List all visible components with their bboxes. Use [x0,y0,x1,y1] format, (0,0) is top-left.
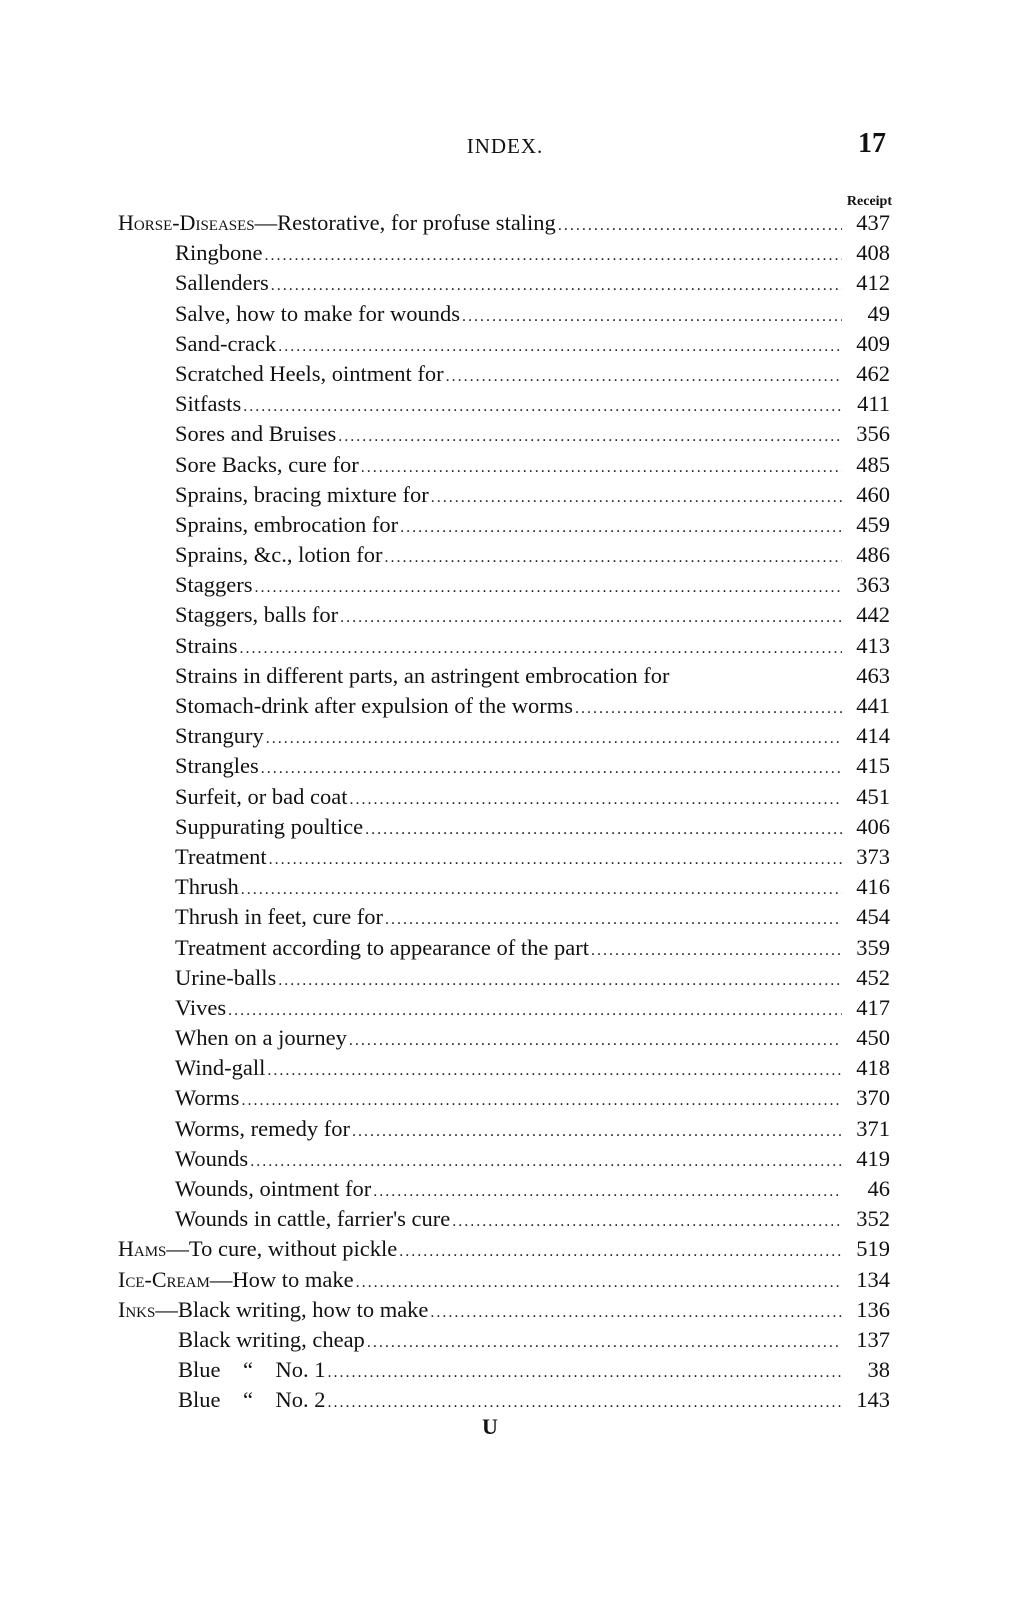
dot-leader [228,1002,842,1020]
receipt-number: 356 [856,421,890,447]
entry-label: Sallenders [175,270,269,296]
receipt-number: 463 [856,662,890,688]
receipt-number: 419 [856,1145,890,1171]
index-entry [118,1146,890,1176]
receipt-number: 46 [867,1176,890,1201]
dot-leader [399,1243,842,1261]
dot-leader [278,338,842,356]
entry-text [175,965,276,991]
index-entry [118,663,890,693]
dot-leader [255,579,843,597]
entry-label: Vives [175,994,227,1020]
dot-leader [373,1183,842,1201]
entry-text [175,904,383,930]
entry-label: Sores and Bruises [175,421,337,447]
entry-label: —Black writing, how to make [155,1296,429,1322]
index-entry [118,874,890,904]
dot-leader [349,1032,842,1050]
entry-label: —Restorative, for profuse staling [254,210,556,235]
index-entry [118,1116,890,1146]
entry-text [175,391,241,417]
receipt-number: 485 [856,451,890,477]
index-entry [118,723,890,753]
entry-label: Sitfasts [175,391,242,417]
entry-label: Strains in different parts, an astringent embrocation for [175,662,670,688]
index-heading-entry [118,210,890,240]
entry-label: Urine-balls [175,964,277,990]
entry-label: Scratched Heels, ointment for [175,360,444,386]
entry-heading: Inks [118,1296,156,1322]
dot-leader [452,1213,842,1231]
dot-leader [446,368,842,386]
entry-label: Treatment according to appearance of the part [175,934,589,960]
entry-label: Wind-gall [175,1055,266,1081]
receipt-number: 442 [856,602,890,628]
index-entry [118,452,890,482]
entry-label: Sprains, &c., lotion for [175,542,383,568]
entry-label: Stomach-drink after expulsion of the worms [175,693,574,718]
dot-leader [243,398,842,416]
receipt-number: 352 [856,1206,890,1232]
entry-text [175,814,363,840]
entry-label: Worms, remedy for [175,1115,351,1141]
running-head [120,128,890,168]
entry-text [175,1085,239,1111]
entry-label: Ringbone [175,240,263,266]
entry-text [175,482,429,508]
entry-label: When on a journey [175,1025,347,1051]
index-entry [118,1085,890,1115]
dot-leader [462,308,842,326]
index-list [118,210,890,1418]
receipt-number: 136 [856,1296,890,1322]
receipt-column-label: Receipt [846,194,892,209]
entry-label: Blue “ No. 1 [178,1357,326,1383]
dot-leader [400,519,842,537]
receipt-number: 462 [856,360,890,386]
dot-leader [271,277,842,295]
entry-heading: Ice-Cream [118,1266,210,1292]
receipt-number: 414 [856,723,890,749]
entry-label: Sand-crack [175,330,277,356]
entry-text [118,1297,428,1323]
entry-text [175,844,267,870]
receipt-number: 416 [856,874,890,900]
entry-text [175,1025,347,1051]
entry-text [175,1055,265,1081]
index-entry [118,482,890,512]
receipt-number: 418 [856,1055,890,1081]
index-entry [118,1055,890,1085]
receipt-number: 486 [856,542,890,568]
entry-text [175,784,347,810]
entry-label: Wounds, ointment for [175,1176,372,1201]
entry-text [175,693,573,719]
page-number: 17 [858,128,886,159]
entry-label: Strangury [175,723,264,749]
entry-text [175,421,336,447]
index-entry [118,331,890,361]
index-entry [118,512,890,542]
receipt-number: 363 [856,572,890,598]
index-entry [118,904,890,934]
entry-heading: Hams [118,1236,167,1262]
dot-leader [327,1394,842,1412]
index-entry [118,421,890,451]
index-entry [118,301,890,331]
dot-leader [241,1092,842,1110]
receipt-number: 49 [867,300,890,326]
entry-label: Black writing, cheap [178,1326,365,1352]
entry-label: Sprains, bracing mixture for [175,481,429,507]
entry-text [175,542,382,568]
index-entry [118,633,890,663]
entry-heading: Horse-Diseases [118,210,255,235]
index-entry [118,361,890,391]
receipt-number: 408 [856,240,890,266]
entry-text [175,723,264,749]
entry-label: Wounds in cattle, farrier's cure [175,1206,451,1232]
receipt-number: 371 [856,1115,890,1141]
running-title: INDEX. [466,134,544,158]
entry-label: Staggers [175,572,253,598]
entry-text [175,663,669,689]
entry-text [175,1116,350,1142]
index-entry [118,784,890,814]
receipt-number: 406 [856,813,890,839]
entry-label: Thrush in feet, cure for [175,904,384,930]
index-heading-entry [118,1236,890,1266]
entry-label: Staggers, balls for [175,602,339,628]
entry-label: —How to make [209,1266,354,1292]
entry-text [175,753,259,779]
index-entry [118,1357,890,1387]
index-entry [118,1206,890,1236]
entry-label: Blue “ No. 2 [178,1387,326,1413]
entry-label: —To cure, without pickle [166,1236,398,1262]
receipt-number: 417 [856,994,890,1020]
dot-leader [558,217,842,235]
entry-text [175,240,263,266]
index-entry [118,965,890,995]
entry-label: Strangles [175,753,259,779]
entry-text [175,331,276,357]
receipt-number: 451 [856,783,890,809]
receipt-number: 460 [856,481,890,507]
dot-leader [240,640,842,658]
index-entry [118,753,890,783]
receipt-number: 38 [867,1357,890,1383]
dot-leader [431,489,842,507]
index-entry [118,572,890,602]
receipt-number: 134 [856,1266,890,1292]
receipt-number: 409 [856,330,890,356]
dot-leader [384,549,842,567]
index-entry [118,602,890,632]
dot-leader [261,760,842,778]
dot-leader [266,730,842,748]
dot-leader [367,1334,842,1352]
receipt-number: 454 [856,904,890,930]
receipt-number: 412 [856,270,890,296]
dot-leader [338,428,842,446]
index-entry [118,814,890,844]
dot-leader [241,881,842,899]
dot-leader [575,700,842,718]
dot-leader [430,1304,842,1322]
dot-leader [365,821,842,839]
dot-leader [361,459,842,477]
entry-text [175,995,226,1021]
entry-label: Thrush [175,874,239,900]
entry-text [178,1327,365,1353]
dot-leader [327,1364,842,1382]
index-entry [118,935,890,965]
dot-leader [278,972,842,990]
dot-leader [340,609,842,627]
entry-label: Strains [175,632,238,658]
receipt-number: 437 [856,210,890,235]
index-entry [118,1025,890,1055]
index-entry [118,1176,890,1206]
entry-text [175,270,269,296]
entry-text [178,1387,325,1413]
dot-leader [356,1274,842,1292]
receipt-number: 441 [856,693,890,718]
entry-label: Treatment [175,843,267,869]
index-entry [118,693,890,723]
entry-text [118,1267,354,1293]
entry-text [175,633,238,659]
index-heading-entry [118,1297,890,1327]
entry-label: Worms [175,1085,240,1111]
index-entry [118,1327,890,1357]
receipt-number: 413 [856,632,890,658]
receipt-number: 411 [857,391,890,417]
entry-text [175,602,338,628]
receipt-number: 143 [856,1387,890,1413]
entry-label: Sore Backs, cure for [175,451,359,477]
dot-leader [352,1123,842,1141]
entry-text [175,301,460,327]
dot-leader [385,911,842,929]
dot-leader [349,791,842,809]
receipt-number: 450 [856,1025,890,1051]
signature-mark: U [482,1414,498,1439]
entry-text [175,1206,450,1232]
entry-text [175,512,398,538]
entry-text [118,1236,397,1262]
index-heading-entry [118,1267,890,1297]
entry-label: Surfeit, or bad coat [175,783,348,809]
entry-text [175,874,239,900]
index-entry [118,1387,890,1417]
index-entry [118,995,890,1025]
entry-text [175,572,253,598]
receipt-number: 370 [856,1085,890,1111]
entry-label: Suppurating poultice [175,813,364,839]
index-entry [118,240,890,270]
entry-label: Wounds [175,1145,249,1171]
receipt-number: 519 [856,1236,890,1262]
dot-leader [265,247,843,265]
dot-leader [250,1153,842,1171]
entry-text [118,210,556,236]
entry-label: Salve, how to make for wounds [175,300,460,326]
entry-label: Sprains, embrocation for [175,511,399,537]
receipt-number: 415 [856,753,890,779]
index-entry [118,391,890,421]
entry-text [175,1146,248,1172]
entry-text [175,361,444,387]
receipt-number: 459 [856,511,890,537]
receipt-number: 137 [856,1326,890,1352]
dot-leader [591,942,842,960]
entry-text [175,452,359,478]
dot-leader [269,851,842,869]
receipt-number: 452 [856,964,890,990]
receipt-number: 359 [856,934,890,960]
index-entry [118,270,890,300]
entry-text [178,1357,325,1383]
entry-text [175,935,589,961]
index-entry [118,542,890,572]
entry-text [175,1176,371,1202]
dot-leader [267,1062,842,1080]
receipt-number: 373 [856,843,890,869]
index-entry [118,844,890,874]
